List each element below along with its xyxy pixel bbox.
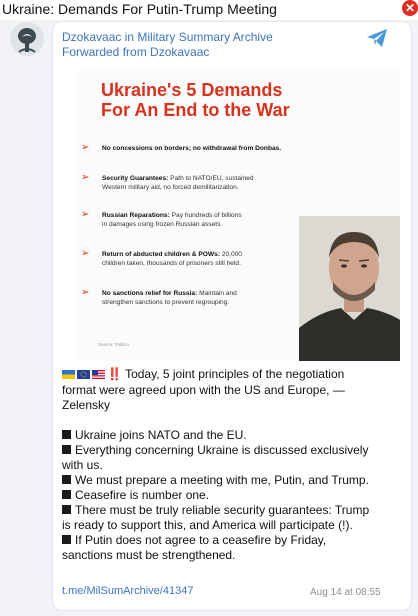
demand-text: 20,000 <box>219 251 242 258</box>
share-icon[interactable] <box>366 28 388 48</box>
arrow-icon: ➢ <box>81 142 90 153</box>
point-text: Ceasefire is number one. <box>75 488 210 502</box>
point-continuation: sanctions must be strengthened. <box>62 548 236 562</box>
window-title-bar <box>0 0 418 20</box>
point-item <box>62 533 407 548</box>
close-button[interactable]: ✕ <box>402 0 418 16</box>
demand-text: Western military aid, no forced demilitarization. <box>102 183 239 191</box>
portrait-image <box>299 216 400 361</box>
forwarded-source[interactable]: Dzokavaac <box>150 45 210 59</box>
demand-text: Path to NATO/EU, sustained <box>168 175 254 182</box>
point-item <box>62 488 407 503</box>
message-text <box>62 367 407 563</box>
demand-text: children taken, thousands of prisoners still held. <box>102 259 241 267</box>
point-text: If Putin does not agree to a ceasefire by Friday, <box>75 533 327 547</box>
square-bullet-icon <box>62 535 71 544</box>
demand-heading: Return of abducted children & POWs: <box>102 251 220 258</box>
author-name[interactable]: Dzokavaac <box>62 30 122 44</box>
infographic-title-line-2: For An End to the War <box>101 100 290 120</box>
demand-text: in damages using frozen Russian assets. <box>102 220 223 228</box>
avatar-image <box>10 22 44 56</box>
point-text: We must prepare a meeting with me, Putin, and Trump. <box>75 473 369 487</box>
forwarded-label: Forwarded from <box>62 45 151 59</box>
arrow-icon: ➢ <box>81 248 90 259</box>
us-flag-icon <box>92 370 105 379</box>
point-text: Ukraine joins NATO and the EU. <box>75 428 247 442</box>
point-text: There must be truly reliable security guarantees: Trump <box>75 503 370 517</box>
point-continuation: with us. <box>62 458 103 472</box>
attached-infographic[interactable] <box>77 69 400 361</box>
double-exclamation-icon: ‼️ <box>107 367 122 381</box>
message-timestamp: Aug 14 at 08:55 <box>310 587 381 598</box>
infographic-source: Source: Politico <box>98 342 130 347</box>
message-bubble <box>52 21 412 611</box>
intro-text: Today, 5 joint principles of the negotiation <box>121 367 345 381</box>
window-title: Ukraine: Demands For Putin-Trump Meeting <box>2 1 277 17</box>
flag-icons <box>62 368 107 383</box>
demand-text: strengthen sanctions to prevent regrouping. <box>102 298 230 306</box>
square-bullet-icon <box>62 445 71 454</box>
demand-text: Maintain and <box>197 290 237 297</box>
point-text: Everything concerning Ukraine is discussed exclusively <box>75 443 369 457</box>
header-in-text: in <box>121 30 138 44</box>
channel-name[interactable]: Military Summary Archive <box>137 30 273 44</box>
square-bullet-icon <box>62 430 71 439</box>
infographic-title-line-1: Ukraine's 5 Demands <box>101 80 283 100</box>
spacer <box>62 413 407 428</box>
arrow-icon: ➢ <box>81 172 90 183</box>
demand-heading: Russian Reparations: <box>102 212 170 219</box>
channel-avatar[interactable] <box>10 22 44 56</box>
eu-flag-icon <box>77 370 90 379</box>
square-bullet-icon <box>62 505 71 514</box>
point-item <box>62 443 407 458</box>
demand-heading: No concessions on borders; no withdrawal from Donbas. <box>102 145 282 152</box>
intro-line: Zelensky <box>62 398 111 412</box>
square-bullet-icon <box>62 490 71 499</box>
intro-line: format were agreed upon with the US and Europe, — <box>62 383 345 397</box>
post-link[interactable]: t.me/MilSumArchive/41347 <box>62 585 194 597</box>
point-continuation: is ready to support this, and America will participate (!). <box>62 518 353 532</box>
demand-heading: No sanctions relief for Russia: <box>102 290 198 297</box>
demand-heading: Security Guarantees: <box>102 175 169 182</box>
arrow-icon: ➢ <box>81 209 90 220</box>
message-header <box>62 30 273 44</box>
demand-text: Pay hundreds of billions <box>169 212 242 219</box>
intro-line <box>62 367 407 383</box>
point-item <box>62 503 407 518</box>
point-item <box>62 428 407 443</box>
forwarded-line <box>62 45 209 59</box>
square-bullet-icon <box>62 475 71 484</box>
point-item <box>62 473 407 488</box>
infographic-title <box>101 80 321 120</box>
arrow-icon: ➢ <box>81 287 90 298</box>
ukraine-flag-icon <box>62 370 75 379</box>
chat-view <box>0 20 418 616</box>
